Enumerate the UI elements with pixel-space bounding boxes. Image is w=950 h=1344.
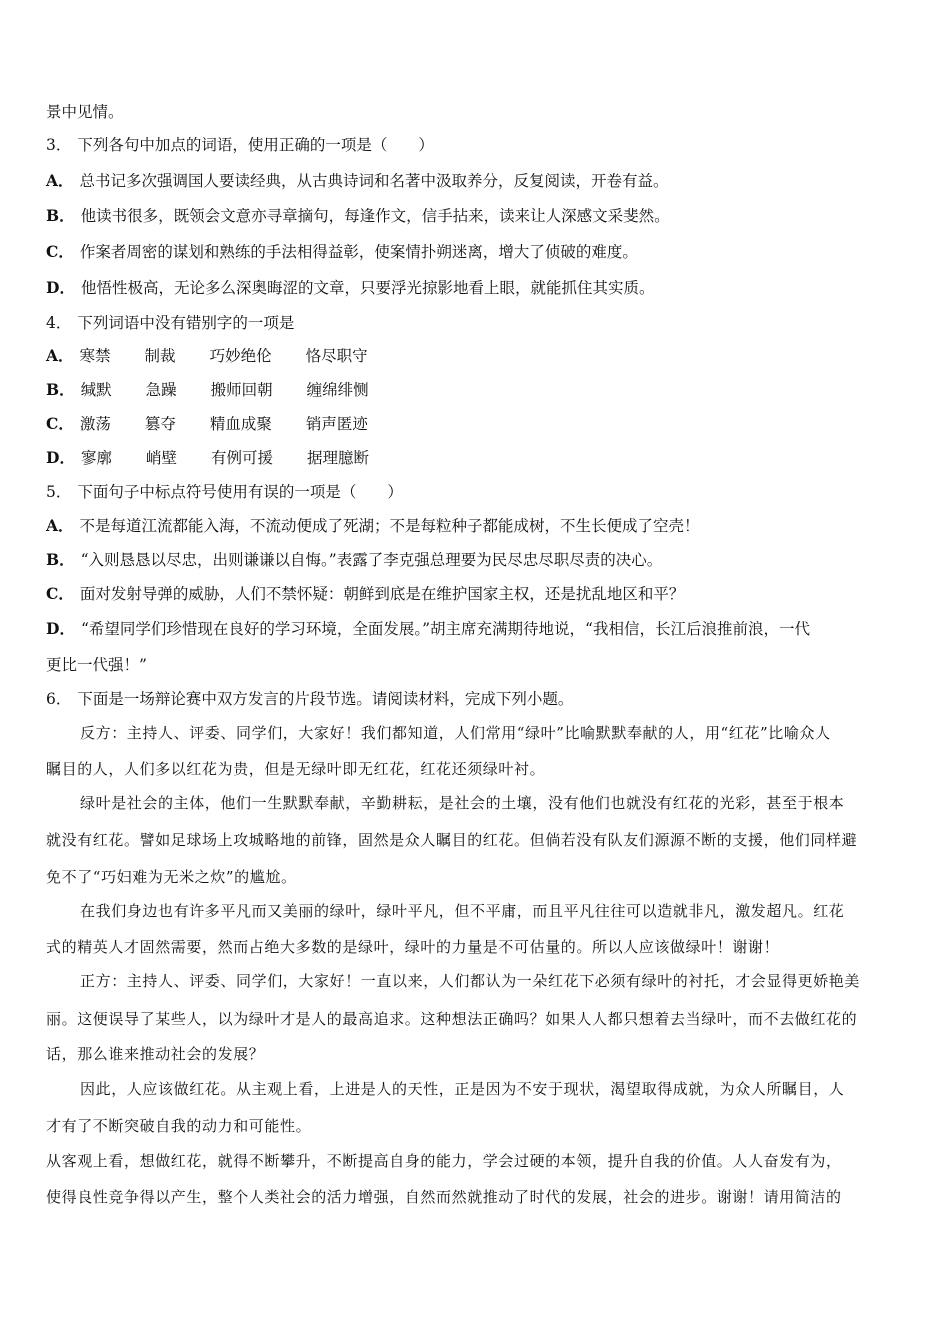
word: 销声匿迹 <box>305 415 368 433</box>
question-stem: 下面是一场辩论赛中双方发言的片段节选。请阅读材料，完成下列小题。 <box>77 690 574 708</box>
passage-line: 免不了“巧妇难为无米之炊”的尴尬。 <box>46 868 297 886</box>
text-line: 景中见情。 <box>46 103 124 121</box>
option-c <box>46 241 908 263</box>
option-b <box>46 205 908 227</box>
question-3 <box>46 134 908 156</box>
word: 制裁 <box>144 347 176 365</box>
word: 巧妙绝伦 <box>209 347 272 365</box>
passage-line: 正方：主持人、评委、同学们，大家好！一直以来，人们都认为一朵红花下必须有绿叶的衬托，才会显得更娇艳美 <box>80 972 861 990</box>
question-stem: 下列词语中没有错别字的一项是 <box>77 314 295 332</box>
question-number: 4． <box>46 314 72 332</box>
passage-line: 反方：主持人、评委、同学们，大家好！我们都知道，人们常用“绿叶”比喻默默奉献的人，用“红花”比喻众人 <box>80 724 831 742</box>
option-a <box>46 515 908 537</box>
option-label: B． <box>46 206 75 225</box>
passage-line: 使得良性竞争得以产生，整个人类社会的活力增强，自然而然就推动了时代的发展，社会的进步。谢谢！请用简洁的 <box>46 1188 842 1206</box>
passage-line: 式的精英人才固然需要，然而占绝大多数的是绿叶，绿叶的力量是不可估量的。所以人应该做绿叶！谢谢！ <box>46 938 780 956</box>
word: 寥廓 <box>80 449 112 467</box>
option-label: D． <box>46 619 75 638</box>
question-4 <box>46 312 908 334</box>
option-text: 作案者周密的谋划和熟练的手法相得益彰，使案情扑朔迷离，增大了侦破的难度。 <box>79 243 638 261</box>
option-a <box>46 345 908 367</box>
passage-line: 就没有红花。譬如足球场上攻城略地的前锋，固然是众人瞩目的红花。但倘若没有队友们源源不断的支援，他们同样避 <box>46 831 858 849</box>
word: 急躁 <box>145 381 177 399</box>
question-number: 6． <box>46 690 72 708</box>
word: 精血成聚 <box>209 415 272 433</box>
option-label: D． <box>46 448 75 467</box>
option-d <box>46 277 908 299</box>
word: 激荡 <box>79 415 111 433</box>
passage-line: 在我们身边也有许多平凡而又美丽的绿叶，绿叶平凡，但不平庸，而且平凡往往可以造就非凡，激发超凡。红花 <box>80 902 845 920</box>
question-number: 3． <box>46 136 72 154</box>
word: 篡夺 <box>144 415 176 433</box>
option-label: B． <box>46 380 75 399</box>
option-label: A． <box>46 516 74 535</box>
option-label: C． <box>46 414 74 433</box>
question-5 <box>46 481 908 503</box>
word: 恪尽职守 <box>305 347 368 365</box>
option-label: C． <box>46 584 74 603</box>
question-6 <box>46 688 908 710</box>
question-stem: 下面句子中标点符号使用有误的一项是（ ） <box>77 483 403 501</box>
option-text: 面对发射导弹的威胁，人们不禁怀疑：朝鲜到底是在维护国家主权，还是扰乱地区和平？ <box>79 585 685 603</box>
passage-line: 从客观上看，想做红花，就得不断攀升，不断提高自身的能力，学会过硬的本领，提升自我的价值。人人奋发有为， <box>46 1152 842 1170</box>
passage-line: 绿叶是社会的主体，他们一生默默奉献，辛勤耕耘，是社会的土壤，没有他们也就没有红花的光彩，甚至于根本 <box>80 794 845 812</box>
option-b <box>46 379 908 401</box>
option-label: A． <box>46 346 74 365</box>
word: 寒禁 <box>79 347 111 365</box>
option-d <box>46 447 908 469</box>
question-number: 5． <box>46 483 72 501</box>
option-label: D． <box>46 278 75 297</box>
word: 搬师回朝 <box>210 381 273 399</box>
word: 有例可援 <box>210 449 273 467</box>
option-a <box>46 170 908 192</box>
option-text: 他悟性极高，无论多么深奥晦涩的文章，只要浮光掠影地看上眼，就能抓住其实质。 <box>80 279 655 297</box>
passage-line: 丽。这便误导了某些人，以为绿叶才是人的最高追求。这种想法正确吗？如果人人都只想着去当绿叶，而不去做红花的 <box>46 1010 858 1028</box>
passage-line: 因此，人应该做红花。从主观上看，上进是人的天性，正是因为不安于现状，渴望取得成就，为众人所瞩目，人 <box>80 1080 845 1098</box>
passage-line: 话，那么谁来推动社会的发展？ <box>46 1045 265 1063</box>
option-text: 他读书很多，既领会文意亦寻章摘句，每逢作文，信手拈来，读来让人深感文采斐然。 <box>80 207 670 225</box>
passage-line: 瞩目的人，人们多以红花为贵，但是无绿叶即无红花，红花还须绿叶衬。 <box>46 760 546 778</box>
option-text: “入则恳恳以尽忠，出则谦谦以自悔。”表露了李克强总理要为民尽忠尽职尽责的决心。 <box>80 551 663 569</box>
option-label: A． <box>46 171 74 190</box>
option-d <box>46 618 908 640</box>
option-b <box>46 549 908 571</box>
option-label: C． <box>46 242 74 261</box>
word: 缄默 <box>80 381 112 399</box>
word: 据理臆断 <box>307 449 370 467</box>
passage-line: 才有了不断突破自我的动力和可能性。 <box>46 1117 312 1135</box>
option-c <box>46 413 908 435</box>
option-text: 总书记多次强调国人要读经典，从古典诗词和名著中汲取养分，反复阅读，开卷有益。 <box>79 172 669 190</box>
option-label: B． <box>46 550 75 569</box>
option-d-continued: 更比一代强！” <box>46 656 147 674</box>
option-c <box>46 583 908 605</box>
option-text: 不是每道江流都能入海，不流动便成了死湖；不是每粒种子都能成树，不生长便成了空壳！ <box>79 517 700 535</box>
question-stem: 下列各句中加点的词语，使用正确的一项是（ ） <box>77 136 434 154</box>
word: 峭壁 <box>145 449 177 467</box>
option-text: “希望同学们珍惜现在良好的学习环境，全面发展。”胡主席充满期待地说，“我相信，长江后浪推前浪，一代 <box>80 620 810 638</box>
word: 缠绵绯恻 <box>306 381 369 399</box>
